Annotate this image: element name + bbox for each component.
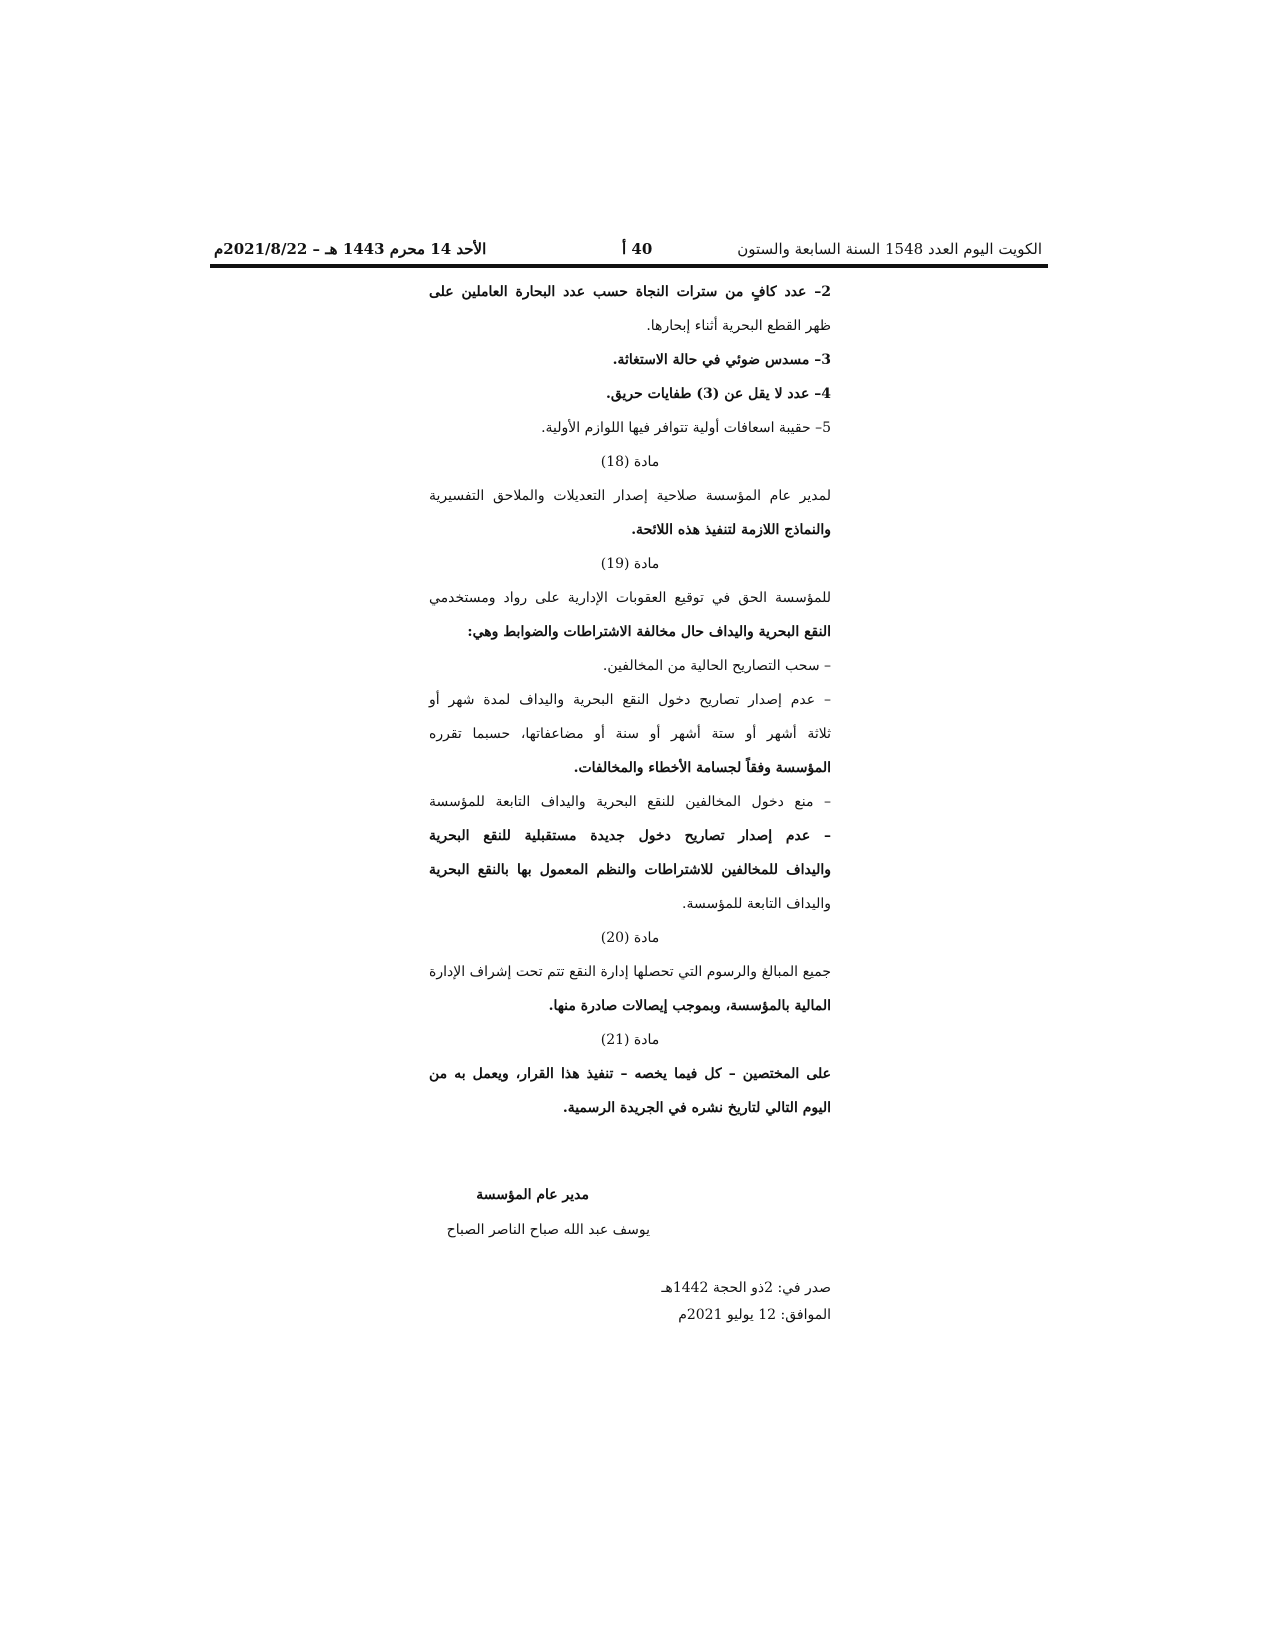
body-line: واليداف التابعة للمؤسسة. [682,896,831,912]
body-line: – عدم إصدار تصاريح دخول النقع البحرية واليداف لمدة شهر أو [429,692,831,708]
body-line: – سحب التصاريح الحالية من المخالفين. [602,658,831,674]
issue-date: الأحد 14 محرم 1443 هـ – 2021/8/22م [214,240,487,258]
body-line: المالية بالمؤسسة، وبموجب إيصالات صادرة منها. [548,998,831,1014]
body-line: ثلاثة أشهر أو ستة أشهر أو سنة أو مضاعفاتها، حسبما تقرره [429,726,831,742]
issue-date-gregorian: الموافق: 12 يوليو 2021م [678,1307,831,1323]
page-header [214,235,1042,265]
body-line: 3– مسدس ضوئي في حالة الاستغاثة. [612,352,831,368]
body-line: – عدم إصدار تصاريح دخول جديدة مستقبلية للنقع البحرية [429,828,831,844]
body-line: المؤسسة وفقاً لجسامة الأخطاء والمخالفات. [573,760,831,776]
article-heading: مادة (19) [600,556,660,572]
body-line: لمدير عام المؤسسة صلاحية إصدار التعديلات والملاحق التفسيرية [429,488,831,504]
issue-date-hijri: صدر في: 2ذو الحجة 1442هـ [661,1280,831,1296]
document-body [429,275,831,1125]
publication-info: الكويت اليوم العدد 1548 السنة السابعة والستون [737,240,1042,258]
body-line: ظهر القطع البحرية أثناء إبحارها. [646,318,831,334]
signature-title: مدير عام المؤسسة [476,1187,589,1203]
body-line: 5– حقيبة اسعافات أولية تتوافر فيها اللوازم الأولية. [541,420,831,436]
article-heading: مادة (21) [600,1032,660,1048]
signature-name: يوسف عبد الله صباح الناصر الصباح [446,1222,650,1238]
article-heading: مادة (18) [600,454,660,470]
body-line: واليداف للمخالفين للاشتراطات والنظم المعمول بها بالنقع البحرية [429,862,831,878]
body-line: والنماذج اللازمة لتنفيذ هذه اللائحة. [631,522,831,538]
body-line: – منع دخول المخالفين للنقع البحرية واليداف التابعة للمؤسسة [429,794,831,810]
body-line: جميع المبالغ والرسوم التي تحصلها إدارة النقع تتم تحت إشراف الإدارة [429,964,831,980]
body-line: على المختصين – كل فيما يخصه – تنفيذ هذا القرار، ويعمل به من [429,1066,831,1082]
body-line: 4– عدد لا يقل عن (3) طفايات حريق. [605,386,831,402]
page-number: 40 أ [622,240,653,258]
body-line: 2– عدد كافٍ من سترات النجاة حسب عدد البحارة العاملين على [429,284,831,300]
body-line: النقع البحرية واليداف حال مخالفة الاشتراطات والضوابط وهي: [467,624,831,640]
header-divider [210,264,1048,268]
body-line: للمؤسسة الحق في توقيع العقوبات الإدارية على رواد ومستخدمي [429,590,831,606]
body-line: اليوم التالي لتاريخ نشره في الجريدة الرسمية. [562,1100,831,1116]
article-heading: مادة (20) [600,930,660,946]
